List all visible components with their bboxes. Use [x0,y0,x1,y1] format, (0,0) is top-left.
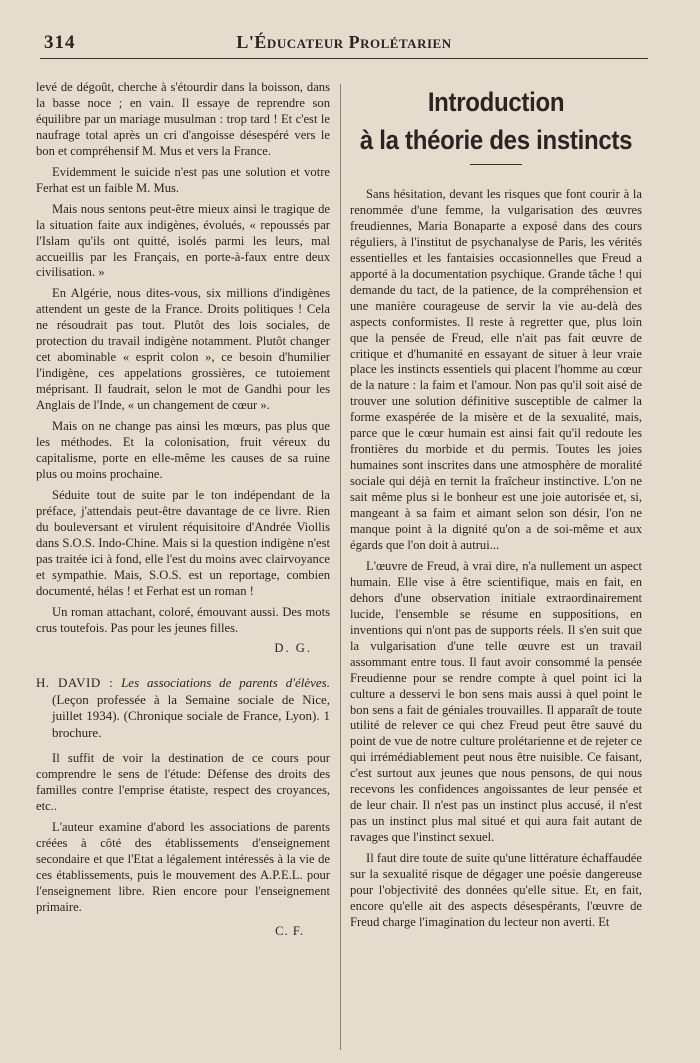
paragraph: Il suffit de voir la destination de ce cours pour comprendre le sens de l'étude: Défense des droits des familles contre l'emprise étatiste, respect des croyances, etc.. [36,751,330,814]
article-title-line-1: Introduction [427,87,565,118]
column-divider [340,84,341,1050]
signature: D. G. [274,641,312,656]
journal-title: L'Éducateur Prolétarien [236,32,452,52]
paragraph: Un roman attachant, coloré, émouvant aussi. Des mots crus toutefois. Pas pour les jeunes filles. [36,604,330,635]
page-header [40,30,648,59]
paragraph: Séduite tout de suite par le ton indépendant de la préface, j'attendais peut-être davantage de ce livre. Rien du bouleversant et virulent réquisitoire d'Andrée Viollis dans S.O.S. Indo-Chine. Mais si la question indigène n'est pas traitée ici à fond, elle l'est du moins avec clairvoyance et sympathie. Mais, S.O.S. est un reportage, combien documenté, hélas ! et Ferhat est un roman ! [36,487,330,598]
page-number: 314 [44,32,76,53]
paragraph: Mais nous sentons peut-être mieux ainsi le tragique de la situation faite aux indigènes, évolués, « repoussés par l'Islam qu'ils ont quitté, isolés parmi les leurs, mal accueillis par les Français, en porte-à-faux entre deux civilisation. » [36,201,330,280]
review-title: Les associations de parents d'élèves. [121,675,330,691]
left-column [36,80,330,1043]
title-rule [470,164,522,165]
review-details: (Leçon professée à la Semaine sociale de Nice, juillet 1934). (Chronique sociale de France, Lyon). 1 brochure. [52,691,330,740]
book-review-heading [36,675,330,741]
paragraph: Il faut dire toute de suite qu'une littérature échaffaudée sur la sexualité risque de dégager une poésie dangereuse pour l'objectivité des données qu'elle situe. Et, en fait, encore qu'elle ait des aspects désespérants, l'œuvre de Freud charge l'imagination du lecteur non averti. Et [350,851,642,929]
signature: C. F. [275,923,304,938]
paragraph: En Algérie, nous dites-vous, six millions d'indigènes attendent un geste de la France. Droits politiques ! Cela ne résoudrait pas tout. Plutôt des lois sociales, de protection du travail indigène notamment. Plutôt changer cet abominable « esprit colon », ce besoin d'humilier l'indigène, ces appelations grossières, ce tutoiement méprisant. Il faudrait, selon le mot de Gandhi pour les Anglais de l'Inde, « un changement de cœur ». [36,286,330,413]
paragraph: levé de dégoût, cherche à s'étourdir dans la boisson, dans la basse noce ; en vain. Il essaye de reprendre son équilibre par un mariage musulman : trop tard ! Et c'est le naufrage total après un cri d'angoisse désespéré vers le bon et compréhensif M. Mus et vers la France. [36,80,330,158]
paragraph: L'auteur examine d'abord les associations de parents créées à côté des établissements d'enseignement secondaire et que l'Etat a légalement intéressés à la vie de ces établissements, puis le mouvement des A.P.E.L. pour l'enseignement libre. Rien encore pour l'enseignement primaire. [36,820,330,914]
paragraph: Evidemment le suicide n'est pas une solution et votre Ferhat est un faible M. Mus. [36,164,330,195]
review-author: H. DAVID : [36,675,114,691]
right-column [350,80,642,1043]
paragraph: L'œuvre de Freud, à vrai dire, n'a nullement un aspect humain. Elle vise à être scientifique, mais en fait, en dehors d'une observation initiale extraordinairement lucide, l'ensemble se résume en suppositions, en inventions qui n'ont pas de supports réels. Il s'en suit que la vulgarisation d'une telle œuvre est un travail assommant entre tous. Il faut avoir consommé la pensée Freudienne pour se rendre compte à quel point ici la culture a desservi le bon sens mais aussi à quel point le bon sens a fait de géniales trouvailles. Il apparaît de toute utilité de relever ce qui chez Freud peut être sauvé du point de vue de notre culture prolétarienne et de rejeter ce qui irrémédiablement peut nous être nuisible. Ce faisant, c'est surtout aux jeunes que nous pensons, de qui nous recevons les confidences angoissantes de leur pensée et de leur chair. Il n'est pas un instinct plus accusé, il n'est pas un instinct plus mal situé et qui aura fait autant de ravages que l'instinct sexuel. [350,558,642,845]
paragraph: Sans hésitation, devant les risques que font courir à la renommée d'une femme, la vulgarisation des œuvres freudiennes, Maria Bonaparte a exposé dans des cours réguliers, à l'institut de psychanalyse de Paris, les vérités essentielles et les fantaisies occasionnelles que Freud a apporté à la documentation psychique. Grande tâche ! qui demande du tact, de la patience, de la compréhension et une manière courageuse de servir la vie au-delà des aspects conformistes. Il reste à regretter que, plus loin que la pensée de Freud, elle n'ait pas fait œuvre de critique et d'humanité en essayant de situer à leur vraie place les instincts essentiels qui placent l'homme au cœur de la nature : la faim et l'amour. Non pas qu'il soit aisé de trouver une solution définitive susceptible de calmer la forme exaspérée de la misère et de la sexualité, mais, parce que le cœur humain est ainsi fait qu'il redoute les frontières du morbide et du permis. Toutes les joies humaines sont inscrites dans une atmosphère de moralité sociale qui déjà en ternit la fraîcheur instinctive. L'on ne sait même plus si le bonheur est une joie autorisée et, si, mangeant à sa faim et aimant selon son désir, l'on ne manque point à la dignité qu'on a de soi-même et aux égards que l'on doit à autrui... [350,187,642,552]
paragraph: Mais on ne change pas ainsi les mœurs, pas plus que les méthodes. Et la colonisation, fruit véreux du capitalisme, porte en elle-même les causes de sa ruine plus ou moins prochaine. [36,419,330,481]
article-title [350,84,642,160]
article-title-line-2: à la théorie des instincts [359,125,633,156]
